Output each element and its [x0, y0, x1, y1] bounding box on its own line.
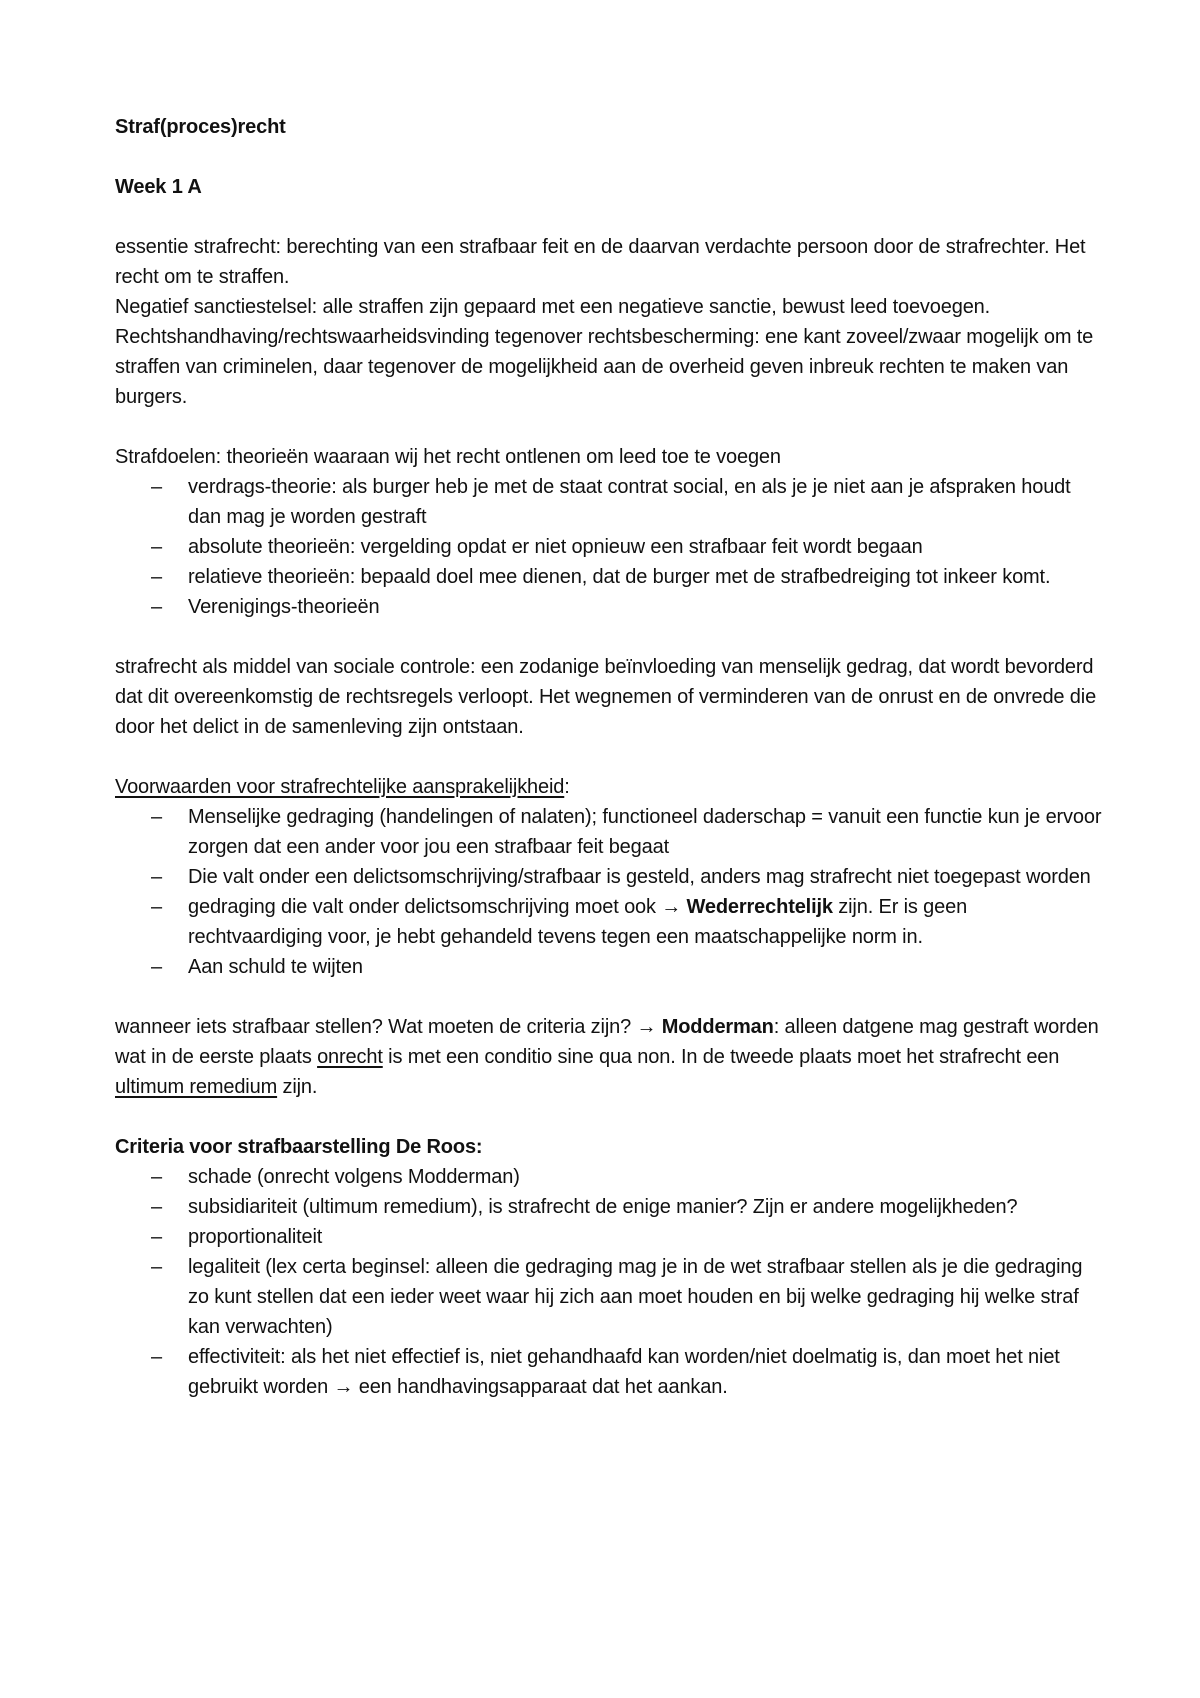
criteria-section — [115, 1132, 1105, 1402]
list-item — [115, 892, 1105, 952]
modderman-end: zijn. — [277, 1076, 318, 1098]
strafdoelen-list — [115, 472, 1105, 622]
strafdoelen-section — [115, 442, 1105, 622]
item-text-post: zijn. Er is geen rechtvaardiging voor, je hebt gehandeld tevens tegen een maatschappelijke norm in. — [188, 896, 968, 948]
intro-paragraph-essentie: essentie strafrecht: berechting van een strafbaar feit en de daarvan verdachte persoon door de strafrechter. Het recht om te straffen. — [115, 236, 1086, 288]
list-item: – Verenigings-theorieën — [115, 592, 1105, 622]
sociale-controle-paragraph: strafrecht als middel van sociale controle: een zodanige beïnvloeding van menselijk gedrag, dat wordt bevorderd dat dit overeenkomstig de rechtsregels verloopt. Het wegnemen of verminderen van de onrust en de onvrede die door het delict in de samenleving zijn ontstaan. — [115, 656, 1097, 738]
criteria-heading: Criteria voor strafbaarstelling De Roos: — [115, 1136, 483, 1158]
list-item: – effectiviteit: als het niet effectief is, niet gehandhaafd kan worden/niet doelmatig is, dan moet het niet gebruikt worden → een handhavingsapparaat dat het aankan. — [115, 1342, 1105, 1402]
list-item: – subsidiariteit (ultimum remedium), is strafrecht de enige manier? Zijn er andere mogelijkheden? — [115, 1192, 1105, 1222]
list-item: – proportionaliteit — [115, 1222, 1105, 1252]
document-title: Straf(proces)recht — [115, 116, 286, 138]
modderman-pre: wanneer iets strafbaar stellen? Wat moeten de criteria zijn? → — [115, 1016, 662, 1038]
strafdoelen-heading: Strafdoelen: theorieën waaraan wij het recht ontlenen om leed toe te voegen — [115, 446, 781, 468]
voorwaarden-heading-colon: : — [564, 776, 570, 798]
list-item: – Die valt onder een delictsomschrijving/strafbaar is gesteld, anders mag strafrecht niet toegepast worden — [115, 862, 1105, 892]
wederrechtelijk-term: Wederrechtelijk — [686, 896, 833, 918]
voorwaarden-list — [115, 802, 1105, 982]
item-text-pre: gedraging die valt onder delictsomschrijving moet ook → — [188, 896, 687, 918]
ultimum-remedium-term: ultimum remedium — [115, 1076, 278, 1098]
modderman-mid2: is met een conditio sine qua non. In de tweede plaats moet het strafrecht een — [382, 1046, 1060, 1068]
modderman-name: Modderman — [661, 1016, 774, 1038]
list-item: – Aan schuld te wijten — [115, 952, 1105, 982]
intro-paragraph-rechtshandhaving: Rechtshandhaving/rechtswaarheidsvinding tegenover rechtsbescherming: ene kant zoveel/zwaar mogelijk om te straffen van criminelen, daar tegenover de mogelijkheid aan de overheid geven inbreuk rechten te maken van burgers. — [115, 326, 1094, 408]
document-page — [115, 112, 1105, 1402]
list-item: – legaliteit (lex certa beginsel: alleen die gedraging mag je in de wet strafbaar stellen als je die gedraging zo kunt stellen dat een ieder weet waar hij zich aan moet houden en bij welke gedraging hij welke straf kan verwachten) — [115, 1252, 1105, 1342]
criteria-list — [115, 1162, 1105, 1402]
voorwaarden-heading — [115, 772, 1105, 802]
list-item: – Menselijke gedraging (handelingen of nalaten); functioneel daderschap = vanuit een functie kun je ervoor zorgen dat een ander voor jou een strafbaar feit begaat — [115, 802, 1105, 862]
modderman-mid1: : alleen datgene mag gestraft worden wat in de eerste plaats — [115, 1016, 1099, 1068]
week-heading: Week 1 A — [115, 176, 202, 198]
onrecht-term: onrecht — [317, 1046, 383, 1068]
list-item: – absolute theorieën: vergelding opdat er niet opnieuw een strafbaar feit wordt begaan — [115, 532, 1105, 562]
list-item: – verdrags-theorie: als burger heb je met de staat contrat social, en als je je niet aan je afspraken houdt dan mag je worden gestraft — [115, 472, 1105, 532]
intro-paragraph-sanctiestelsel: Negatief sanctiestelsel: alle straffen zijn gepaard met een negatieve sanctie, bewust leed toevoegen. — [115, 296, 991, 318]
voorwaarden-heading-text: Voorwaarden voor strafrechtelijke aansprakelijkheid — [115, 776, 565, 798]
intro-section — [115, 232, 1105, 412]
list-item: – relatieve theorieën: bepaald doel mee dienen, dat de burger met de strafbedreiging tot inkeer komt. — [115, 562, 1105, 592]
voorwaarden-section — [115, 772, 1105, 982]
list-item: – schade (onrecht volgens Modderman) — [115, 1162, 1105, 1192]
modderman-paragraph — [115, 1012, 1105, 1102]
